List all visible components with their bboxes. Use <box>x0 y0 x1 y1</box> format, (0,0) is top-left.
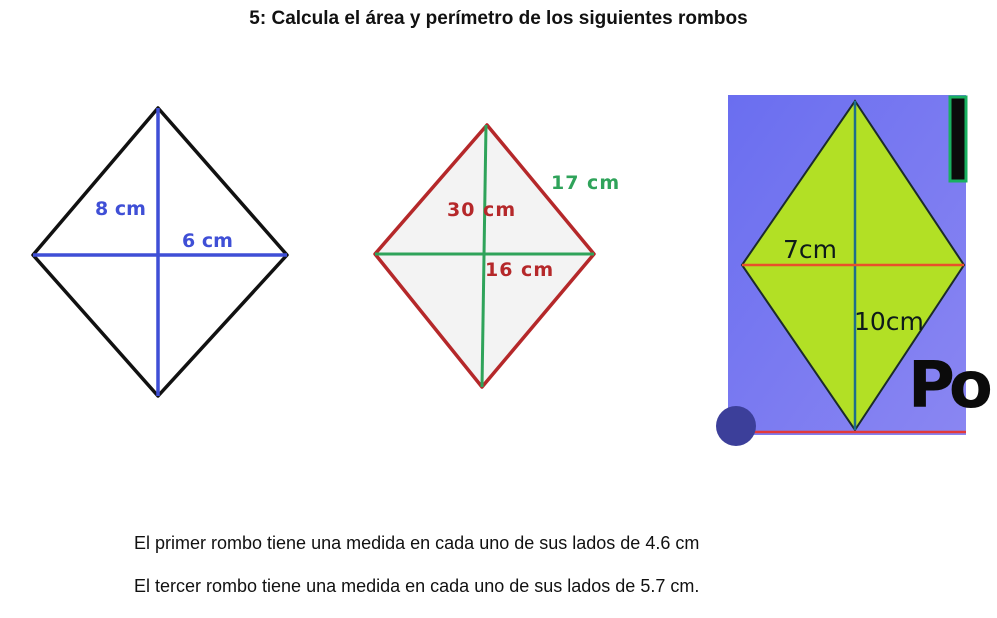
rhombus-1-horizontal-label: 6 cm <box>182 230 233 252</box>
note-first-rhombus: El primer rombo tiene una medida en cada uno de sus lados de 4.6 cm <box>134 533 700 553</box>
rhombus-3-dark-block <box>950 97 966 181</box>
rhombus-2-vertical-label: 30 cm <box>447 199 517 221</box>
rhombus-3-vertical-label: 10cm <box>854 307 924 336</box>
rhombus-3-horizontal-label: 7cm <box>783 235 838 264</box>
rhombus-1-outline <box>33 108 287 396</box>
rhombus-1-figure <box>25 100 295 405</box>
rhombus-1-vertical-label: 8 cm <box>95 198 146 220</box>
rhombus-2-horizontal-label: 16 cm <box>485 259 555 281</box>
rhombus-2-figure <box>365 115 655 400</box>
note-third-rhombus: El tercer rombo tiene una medida en cada uno de sus lados de 5.7 cm. <box>134 576 700 596</box>
rhombus-3-corner-badge <box>716 406 756 446</box>
rhombus-3-figure <box>728 95 987 440</box>
exercise-title: 5: Calcula el área y perímetro de los siguientes rombos <box>249 8 748 29</box>
rhombus-2-side-label: 17 cm <box>551 172 621 194</box>
rhombus-3-corner-text: Po <box>908 349 987 423</box>
